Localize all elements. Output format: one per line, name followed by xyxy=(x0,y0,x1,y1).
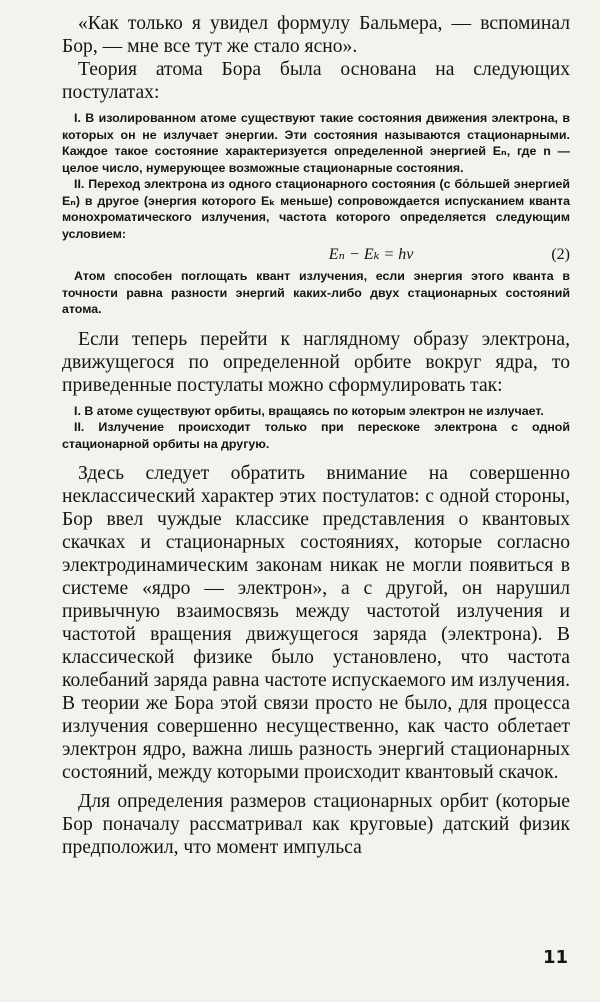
paragraph-intro: Теория атома Бора была основана на следующих постулатах: xyxy=(62,59,570,103)
orbit-postulate-2: II. Излучение происходит только при перескоке электрона с одной стационарной орбиты на другую. xyxy=(62,420,570,451)
paragraph-size: Для определения размеров стационарных орбит (которые Бор поначалу рассматривал как круговые) датский физик предположил, что момент импульса xyxy=(62,791,570,858)
orbit-postulate-1: I. В атоме существуют орбиты, вращаясь по которым электрон не излучает. xyxy=(74,403,544,418)
paragraph-visual: Если теперь перейти к наглядному образу электрона, движущегося по определенной орбите вокруг ядра, то приведенные постулаты можно сформулировать так: xyxy=(62,328,570,396)
paragraph-quote: «Как только я увидел формулу Бальмера, — вспоминал Бор, — мне все тут же стало ясно». xyxy=(62,13,570,57)
paragraph-nonclassical: Здесь следует обратить внимание на совершенно неклассический характер этих постулатов: с одной стороны, Бор ввел чуждые классике представления о квантовых скачках и стационарных состояниях, которые согласно электродинамическим законам никак не могли появиться в системе «ядро — электрон», а с другой, он нарушил привычную взаимосвязь между частотой излучения и частотой вращения движущегося заряда (электрона). В классической физике было установлено, что частота колебаний заряда равна частоте испускаемого им излучения. В теории же Бора этой связи просто не было, для процесса излучения совершенно несущественно, как часто облетает электрон ядро, важна лишь разность энергий стационарных состояний, между которыми происходит квантовый скачок. xyxy=(62,463,570,783)
formula-expression: Eₙ − Eₖ = hν xyxy=(328,246,414,263)
formula-number: (2) xyxy=(551,246,570,263)
postulate-2: II. Переход электрона из одного стационарного состояния (с бо́льшей энергией Eₙ) в другое (энергия которого Eₖ меньше) сопровождается испусканием кванта монохроматического излучения, частота которого определяется следующим условием: xyxy=(62,177,570,241)
paragraph-absorb: Атом способен поглощать квант излучения, если энергия этого кванта в точности равна разности энергий каких-либо двух стационарных состояний атома. xyxy=(62,269,570,316)
postulate-1: I. В изолированном атоме существуют такие состояния движения электрона, в которых он не излучает энергии. Эти состояния называются стационарными. Каждое такое состояние характеризуется определенной энергией Eₙ, где n — целое число, нумерующее возможные стационарные состояния. xyxy=(62,111,570,175)
page-number: 11 xyxy=(542,947,568,968)
formula-2 xyxy=(62,244,570,264)
